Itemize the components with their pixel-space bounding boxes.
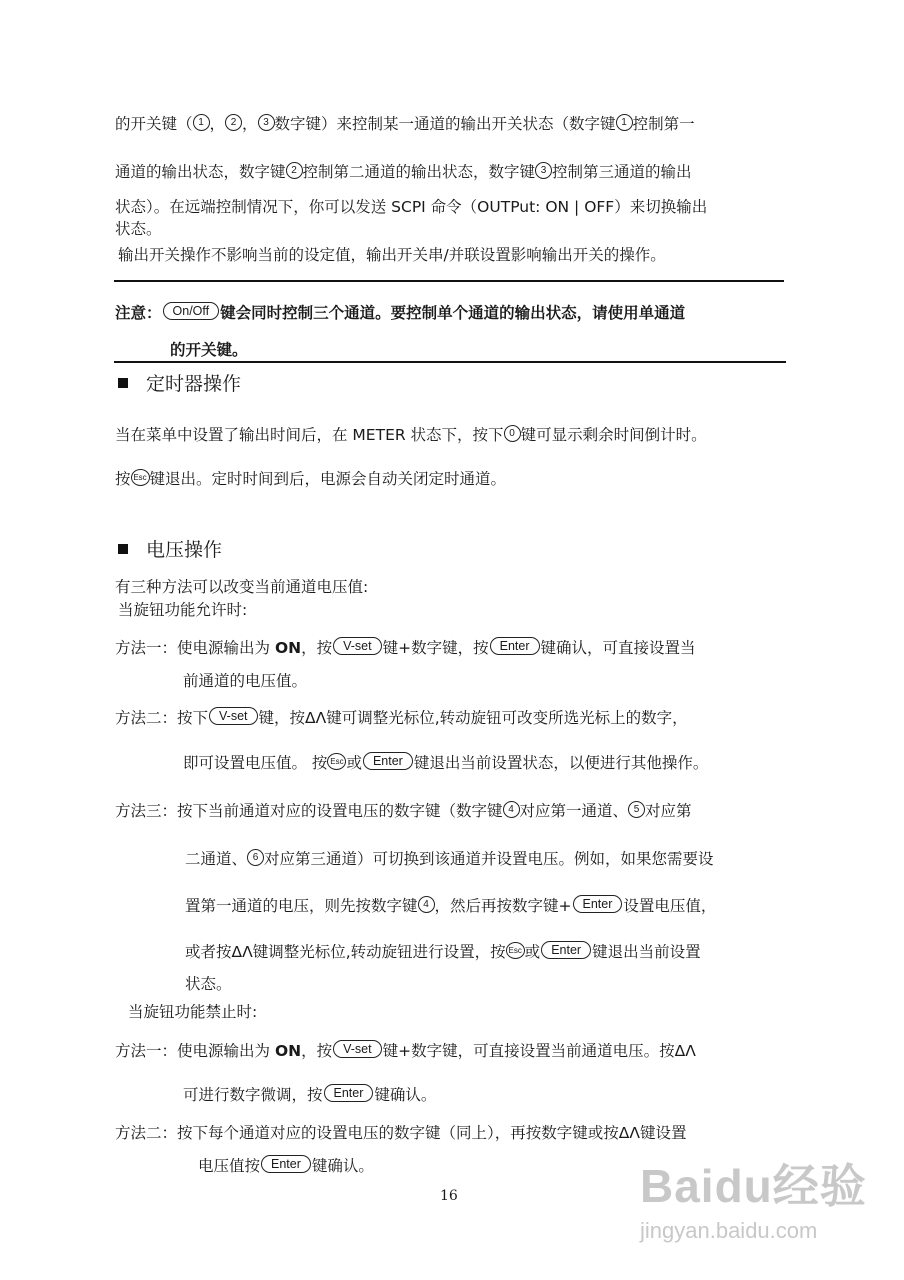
esc-key: Esc [327, 753, 346, 770]
text-line-4: 状态。 [115, 220, 162, 238]
method2-line1: 方法二：按下 V-set 键，按ΔΛ键可调整光标位,转动旋钮可改变所选光标上的数字， [115, 709, 688, 727]
method3-line2: 二通道、 6 对应第三通道）可切换到该通道并设置电压。例如，如果您需要设 [185, 850, 714, 868]
digit-key-3: 3 [535, 162, 552, 179]
enter-key: Enter [490, 637, 540, 655]
up-down-arrows-icon: ΔΛ [674, 1042, 696, 1060]
note-line-2: 的开关键。 [170, 341, 248, 359]
method2-line2: 即可设置电压值。 按 Esc 或 Enter 键退出当前设置状态，以便进行其他操作。 [183, 754, 709, 772]
method3-line3: 置第一通道的电压，则先按数字键 4 ，然后再按数字键+ Enter 设置电压值， [185, 897, 717, 915]
method3-line5: 状态。 [185, 975, 232, 993]
v-set-key: V-set [209, 707, 258, 725]
watermark-url: jingyan.baidu.com [640, 1218, 818, 1243]
enter-key: Enter [363, 752, 413, 770]
enter-key: Enter [324, 1084, 374, 1102]
v-set-key: V-set [333, 637, 382, 655]
up-down-arrows-icon: ΔΛ [305, 709, 327, 727]
text-line-5: 输出开关操作不影响当前的设定值，输出开关串/并联设置影响输出开关的操作。 [118, 246, 666, 264]
disabled-method1-line1: 方法一：使电源输出为 ON，按 V-set 键+数字键，可直接设置当前通道电压。按ΔΛ [115, 1042, 696, 1060]
digit-key-4: 4 [418, 896, 435, 913]
method3-line1: 方法三：按下当前通道对应的设置电压的数字键（数字键 4 对应第一通道、 5 对应第 [115, 802, 692, 820]
method1-line2: 前通道的电压值。 [183, 672, 308, 690]
esc-key: Esc [131, 469, 150, 486]
timer-line-1: 当在菜单中设置了输出时间后，在 METER 状态下，按下 0 键可显示剩余时间倒计时。 [115, 426, 707, 444]
enter-key: Enter [541, 941, 591, 959]
voltage-intro: 有三种方法可以改变当前通道电压值: [115, 578, 369, 596]
digit-key-3: 3 [258, 114, 275, 131]
disabled-method1-line2: 可进行数字微调，按 Enter 键确认。 [183, 1086, 437, 1104]
text-line-1: 的开关键（ 1 ， 2 ， 3 数字键）来控制某一通道的输出开关状态（数字键 1 控制第一 [115, 115, 695, 133]
digit-key-2: 2 [286, 162, 303, 179]
esc-key: Esc [506, 942, 525, 959]
note-line-1: 注意： On/Off 键会同时控制三个通道。要控制单个通道的输出状态，请使用单通道 [115, 304, 686, 322]
baidu-watermark [640, 1150, 867, 1244]
on-off-key: On/Off [163, 302, 220, 320]
up-down-arrows-icon: ΔΛ [618, 1124, 640, 1142]
timer-heading: 定时器操作 [118, 373, 241, 395]
bullet-square-icon [118, 544, 128, 554]
disabled-method2-line2: 电压值按 Enter 键确认。 [198, 1157, 374, 1175]
page-number: 16 [440, 1188, 458, 1204]
digit-key-0: 0 [504, 425, 521, 442]
knob-enabled-label: 当旋钮功能允许时: [118, 601, 248, 619]
digit-key-1: 1 [193, 114, 210, 131]
note-bottom-rule [114, 361, 786, 363]
timer-line-2: 按 Esc 键退出。定时时间到后，电源会自动关闭定时通道。 [115, 470, 507, 488]
voltage-heading: 电压操作 [118, 539, 222, 561]
disabled-method2-line1: 方法二：按下每个通道对应的设置电压的数字键（同上），再按数字键或按ΔΛ键设置 [115, 1124, 687, 1142]
note-top-rule [114, 280, 784, 282]
text-line-3: 状态）。在远端控制情况下，你可以发送 SCPI 命令（OUTPut: ON | OFF）来切换输出 [115, 198, 708, 216]
method1-line1: 方法一：使电源输出为 ON，按 V-set 键+数字键，按 Enter 键确认，可直接设置当 [115, 639, 696, 657]
v-set-key: V-set [333, 1040, 382, 1058]
enter-key: Enter [573, 895, 623, 913]
up-down-arrows-icon: ΔΛ [231, 943, 253, 961]
method3-line4: 或者按ΔΛ键调整光标位,转动旋钮进行设置，按 Esc 或 Enter 键退出当前设置 [185, 943, 701, 961]
watermark-logo: Baidu经验 [640, 1160, 867, 1212]
digit-key-2: 2 [225, 114, 242, 131]
digit-key-5: 5 [628, 801, 645, 818]
digit-key-1: 1 [616, 114, 633, 131]
bullet-square-icon [118, 378, 128, 388]
digit-key-6: 6 [247, 849, 264, 866]
digit-key-4: 4 [503, 801, 520, 818]
knob-disabled-label: 当旋钮功能禁止时: [128, 1003, 258, 1021]
enter-key: Enter [261, 1155, 311, 1173]
text-line-2: 通道的输出状态，数字键 2 控制第二通道的输出状态，数字键 3 控制第三通道的输出 [115, 163, 692, 181]
